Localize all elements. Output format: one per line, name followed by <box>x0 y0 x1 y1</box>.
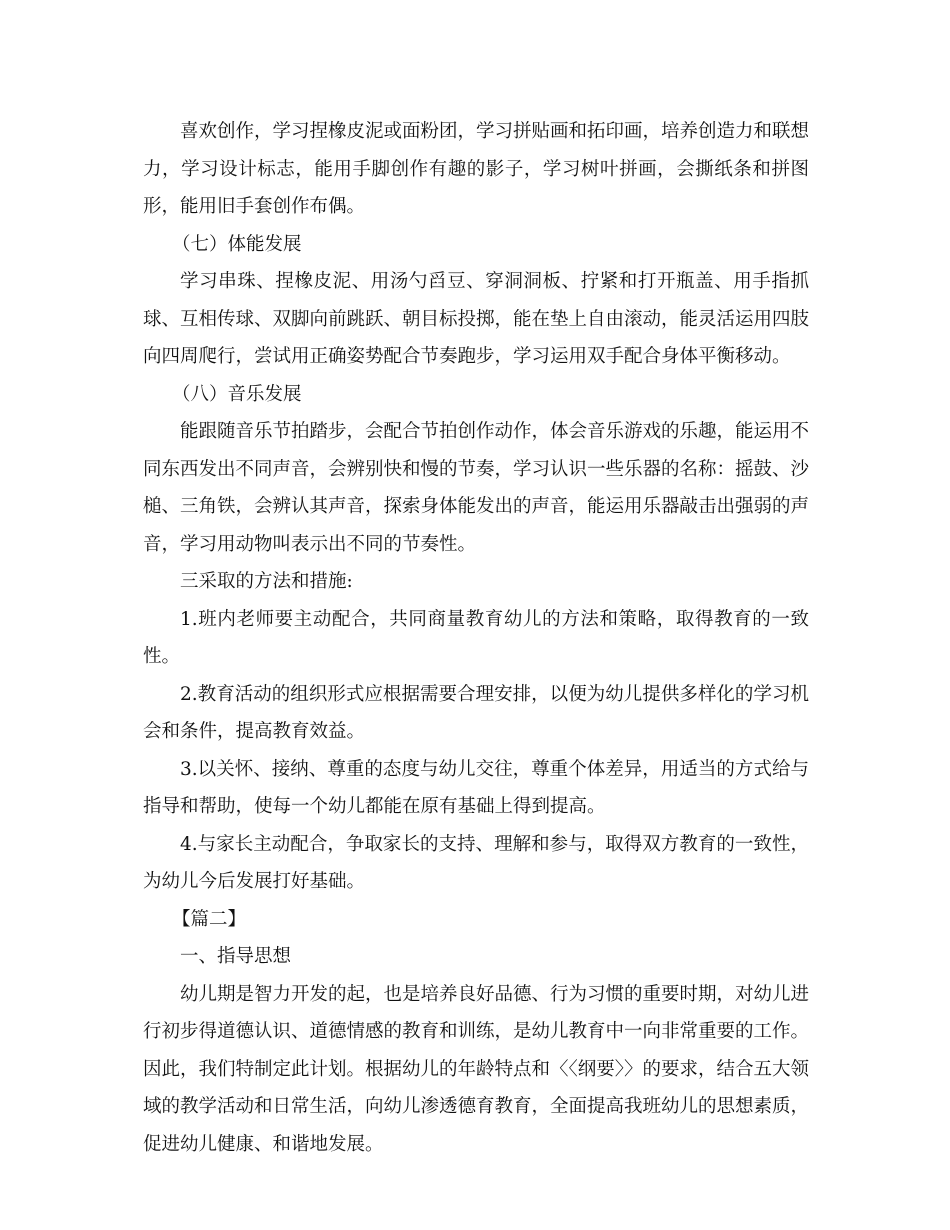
method-item-1: 1.班内老师要主动配合，共同商量教育幼儿的方法和策略，取得教育的一致性。 <box>143 608 809 667</box>
paragraph-physical: 学习串珠、捏橡皮泥、用汤勺舀豆、穿洞洞板、拧紧和打开瓶盖、用手指抓球、互相传球、双脚向前跳跃、朝目标投掷，能在垫上自由滚动，能灵活运用四肢向四周爬行，尝试用正确姿势配合节奏跑步，学习运用双手配合身体平衡移动。 <box>143 271 810 367</box>
method-item-2: 2.教育活动的组织形式应根据需要合理安排，以便为幼儿提供多样化的学习机会和条件，提高教育效益。 <box>143 683 809 742</box>
document-body <box>143 113 809 1163</box>
section-heading-guiding: 一、指导思想 <box>180 946 292 967</box>
method-item-4: 4.与家长主动配合，争取家长的支持、理解和参与，取得双方教育的一致性，为幼儿今后发展打好基础。 <box>143 833 809 892</box>
method-item-3: 3.以关怀、接纳、尊重的态度与幼儿交往，尊重个体差异，用适当的方式给与指导和帮助，使每一个幼儿都能在原有基础上得到提高。 <box>143 758 809 817</box>
paragraph-guiding: 幼儿期是智力开发的起，也是培养良好品德、行为习惯的重要时期，对幼儿进行初步得道德认识、道德情感的教育和训练，是幼儿教育中一向非常重要的工作。因此，我们特制定此计划。根据幼儿的年龄特点和〈〈纲要〉〉的要求，结合五大领域的教学活动和日常生活，向幼儿渗透德育教育，全面提高我班幼儿的思想素质，促进幼儿健康、和谐地发展。 <box>143 983 810 1155</box>
section-heading-music: （八）音乐发展 <box>172 383 302 405</box>
part-two-title: 【篇二】 <box>172 908 247 930</box>
paragraph-music: 能跟随音乐节拍踏步，会配合节拍创作动作，体会音乐游戏的乐趣，能运用不同东西发出不同声音，会辨别快和慢的节奏，学习认识一些乐器的名称：摇鼓、沙槌、三角铁，会辨认其声音，探索身体能发出的声音，能运用乐器敲击出强弱的声音，学习用动物叫表示出不同的节奏性。 <box>143 421 810 555</box>
section-heading-methods: 三采取的方法和措施: <box>180 571 353 592</box>
section-heading-physical: （七）体能发展 <box>172 233 302 255</box>
paragraph-creative-arts: 喜欢创作，学习捏橡皮泥或面粉团，学习拼贴画和拓印画，培养创造力和联想力，学习设计标志，能用手脚创作有趣的影子，学习树叶拼画，会撕纸条和拼图形，能用旧手套创作布偶。 <box>143 121 810 217</box>
